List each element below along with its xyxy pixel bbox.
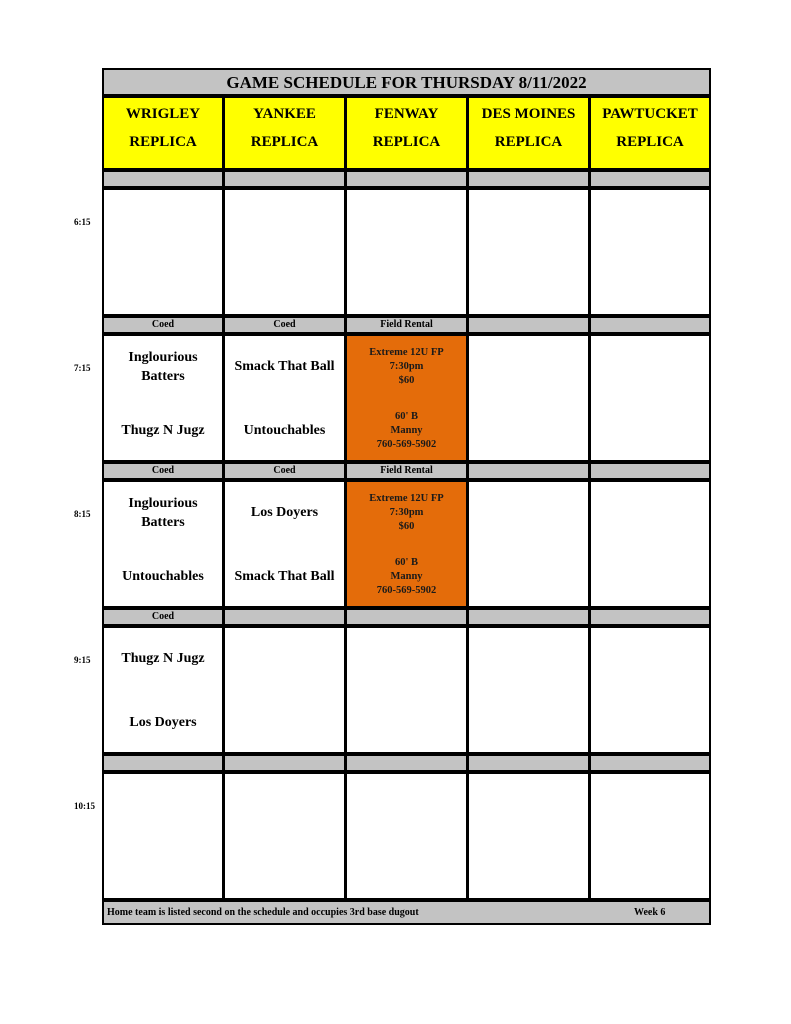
home-team: Los Doyers	[129, 715, 197, 730]
division-label	[345, 754, 468, 772]
time-label: 7:15	[74, 363, 91, 373]
away-team: Inglourious Batters	[128, 496, 198, 530]
home-team: Smack That Ball	[234, 569, 335, 584]
field-header	[345, 96, 468, 170]
rental-contact: 60' B Manny 760-569-5902	[376, 557, 437, 596]
game-cell	[467, 626, 590, 754]
schedule-table	[102, 68, 711, 925]
field-name: YANKEE	[253, 106, 316, 122]
game-cell	[345, 772, 468, 900]
division-label	[467, 170, 590, 188]
field-name: FENWAY	[374, 106, 439, 122]
division-label: Coed	[102, 608, 224, 626]
away-team: Thugz N Jugz	[121, 651, 205, 666]
game-cell	[467, 334, 590, 462]
game-cell	[223, 188, 346, 316]
game-cell	[223, 772, 346, 900]
field-subtitle: REPLICA	[129, 134, 197, 150]
time-label: 9:15	[74, 655, 91, 665]
field-name: WRIGLEY	[125, 106, 201, 122]
field-rental-cell	[345, 480, 468, 608]
game-cell	[589, 772, 711, 900]
division-label	[467, 754, 590, 772]
game-cell	[467, 772, 590, 900]
home-team: Untouchables	[122, 569, 204, 584]
time-label: 10:15	[74, 801, 95, 811]
away-team: Los Doyers	[250, 505, 319, 520]
division-label	[589, 316, 711, 334]
field-rental-cell	[345, 334, 468, 462]
game-cell	[589, 334, 711, 462]
game-cell	[467, 188, 590, 316]
division-label: Coed	[102, 316, 224, 334]
field-subtitle: REPLICA	[372, 134, 441, 150]
division-label	[102, 170, 224, 188]
division-label	[345, 170, 468, 188]
game-cell	[589, 626, 711, 754]
division-label	[102, 754, 224, 772]
division-label: Coed	[223, 316, 346, 334]
division-label	[223, 754, 346, 772]
division-label	[589, 608, 711, 626]
home-team: Thugz N Jugz	[121, 423, 205, 438]
division-label: Coed	[102, 462, 224, 480]
footer-bar	[102, 900, 711, 925]
away-team: Smack That Ball	[234, 359, 335, 374]
schedule-title: GAME SCHEDULE FOR THURSDAY 8/11/2022	[102, 68, 711, 96]
game-cell	[102, 480, 224, 608]
division-label: Coed	[223, 462, 346, 480]
field-header	[223, 96, 346, 170]
field-name: PAWTUCKET	[602, 106, 698, 122]
division-label	[345, 608, 468, 626]
game-cell	[102, 188, 224, 316]
game-cell	[589, 480, 711, 608]
field-header	[102, 96, 224, 170]
game-cell	[345, 188, 468, 316]
time-label: 8:15	[74, 509, 91, 519]
game-cell	[345, 626, 468, 754]
rental-contact: 60' B Manny 760-569-5902	[376, 411, 437, 450]
division-label	[589, 462, 711, 480]
division-label	[467, 316, 590, 334]
division-label	[467, 462, 590, 480]
division-label	[467, 608, 590, 626]
home-team: Untouchables	[243, 423, 326, 438]
game-cell	[102, 626, 224, 754]
field-subtitle: REPLICA	[616, 134, 684, 150]
game-cell	[223, 480, 346, 608]
time-label: 6:15	[74, 217, 91, 227]
division-label: Field Rental	[345, 462, 468, 480]
field-name: DES MOINES	[481, 106, 576, 122]
home-team-note: Home team is listed second on the schedule and occupies 3rd base dugout	[107, 907, 419, 918]
field-header	[467, 96, 590, 170]
rental-details: Extreme 12U FP 7:30pm $60	[369, 347, 444, 386]
division-label	[223, 170, 346, 188]
away-team: Inglourious Batters	[128, 350, 198, 384]
division-label	[589, 754, 711, 772]
game-cell	[223, 626, 346, 754]
game-cell	[102, 334, 224, 462]
rental-details: Extreme 12U FP 7:30pm $60	[369, 493, 444, 532]
division-label	[589, 170, 711, 188]
game-cell	[223, 334, 346, 462]
field-subtitle: REPLICA	[494, 134, 563, 150]
game-cell	[102, 772, 224, 900]
game-cell	[589, 188, 711, 316]
week-label: Week 6	[634, 907, 666, 918]
field-header	[589, 96, 711, 170]
division-label	[223, 608, 346, 626]
game-cell	[467, 480, 590, 608]
field-subtitle: REPLICA	[250, 134, 319, 150]
division-label: Field Rental	[345, 316, 468, 334]
